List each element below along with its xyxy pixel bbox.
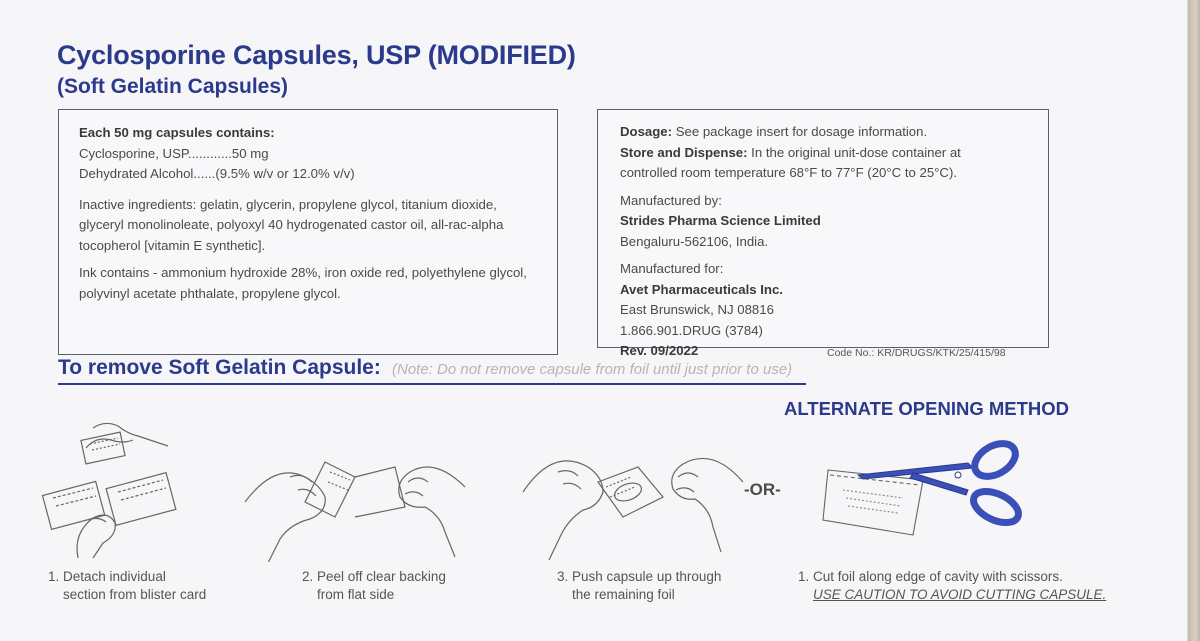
- step-2-text: [302, 568, 446, 604]
- code-number: Code No.: KR/DRUGS/KTK/25/415/98: [827, 347, 1006, 359]
- composition-heading: Each 50 mg capsules contains:: [79, 125, 275, 140]
- instructions-note: (Note: Do not remove capsule from foil until just prior to use): [392, 361, 793, 378]
- alternate-method-heading: ALTERNATE OPENING METHOD: [784, 398, 1070, 419]
- distributor-address: East Brunswick, NJ 08816: [620, 302, 774, 317]
- step-2-line-1: 2. Peel off clear backing: [302, 569, 446, 584]
- caution-text: USE CAUTION TO AVOID CUTTING CAPSULE.: [813, 587, 1107, 602]
- ink-line-1: Ink contains - ammonium hydroxide 28%, iron oxide red, polyethylene glycol,: [79, 265, 527, 280]
- composition-line-2: Dehydrated Alcohol......(9.5% w/v or 12.0% v/v): [79, 166, 355, 181]
- inactive-line-1: Inactive ingredients: gelatin, glycerin, propylene glycol, titanium dioxide,: [79, 196, 497, 212]
- scissors-illustration: [818, 435, 1033, 540]
- detach-blister-illustration: [38, 408, 188, 563]
- scissors-icon: [858, 437, 1023, 529]
- alt-step-text: [798, 568, 1106, 604]
- alt-step-line-1: 1. Cut foil along edge of cavity with scissors.: [798, 569, 1063, 584]
- step-1-line-1: 1. Detach individual: [48, 569, 166, 584]
- store-text-1: In the original unit-dose container at: [747, 144, 961, 160]
- heading-underline: [58, 383, 806, 385]
- manufacturer-address: Bengaluru-562106, India.: [620, 233, 769, 249]
- composition-panel: [58, 109, 558, 355]
- distributor-phone: 1.866.901.DRUG (3784): [620, 322, 763, 338]
- or-separator: -OR-: [744, 480, 781, 499]
- revision-row: [620, 341, 1048, 362]
- step-3-line-2: the remaining foil: [572, 587, 675, 602]
- step-2-line-2: from flat side: [317, 587, 395, 602]
- peel-backing-illustration: [240, 432, 470, 562]
- product-title: Cyclosporine Capsules, USP (MODIFIED): [57, 40, 576, 70]
- info-panel: [597, 109, 1049, 359]
- manufactured-by-label: Manufactured by:: [620, 192, 722, 208]
- step-1-line-2: section from blister card: [63, 587, 207, 602]
- distributor-name: Avet Pharmaceuticals Inc.: [620, 281, 783, 297]
- inactive-line-3: tocopherol [vitamin E synthetic].: [79, 237, 266, 253]
- ink-line-2: polyvinyl acetate phthalate, propylene glycol.: [79, 285, 341, 301]
- manufactured-for-label: Manufactured for:: [620, 261, 724, 276]
- push-capsule-illustration: [518, 432, 748, 562]
- store-line-2: controlled room temperature 68°F to 77°F (20°C to 25°C).: [620, 165, 958, 180]
- dosage-label: Dosage:: [620, 124, 673, 139]
- manufacturer-name: Strides Pharma Science Limited: [620, 213, 821, 228]
- step-3-text: [557, 568, 721, 604]
- carton-edge: [1188, 0, 1200, 641]
- instructions-heading: To remove Soft Gelatin Capsule:: [58, 356, 381, 379]
- step-3-line-1: 3. Push capsule up through: [557, 569, 722, 584]
- step-1-text: [48, 568, 206, 604]
- revision-date: Rev. 09/2022: [620, 343, 699, 358]
- store-label: Store and Dispense:: [620, 144, 748, 160]
- dosage-line: [620, 122, 1048, 143]
- dosage-text: See package insert for dosage information.: [672, 124, 928, 139]
- store-line-1: [620, 143, 1048, 164]
- inactive-line-2: glyceryl monolinoleate, polyoxyl 40 hydrogenated castor oil, all-rac-alpha: [79, 217, 504, 232]
- composition-line-1: Cyclosporine, USP............50 mg: [79, 145, 269, 161]
- product-subtitle: (Soft Gelatin Capsules): [57, 75, 289, 98]
